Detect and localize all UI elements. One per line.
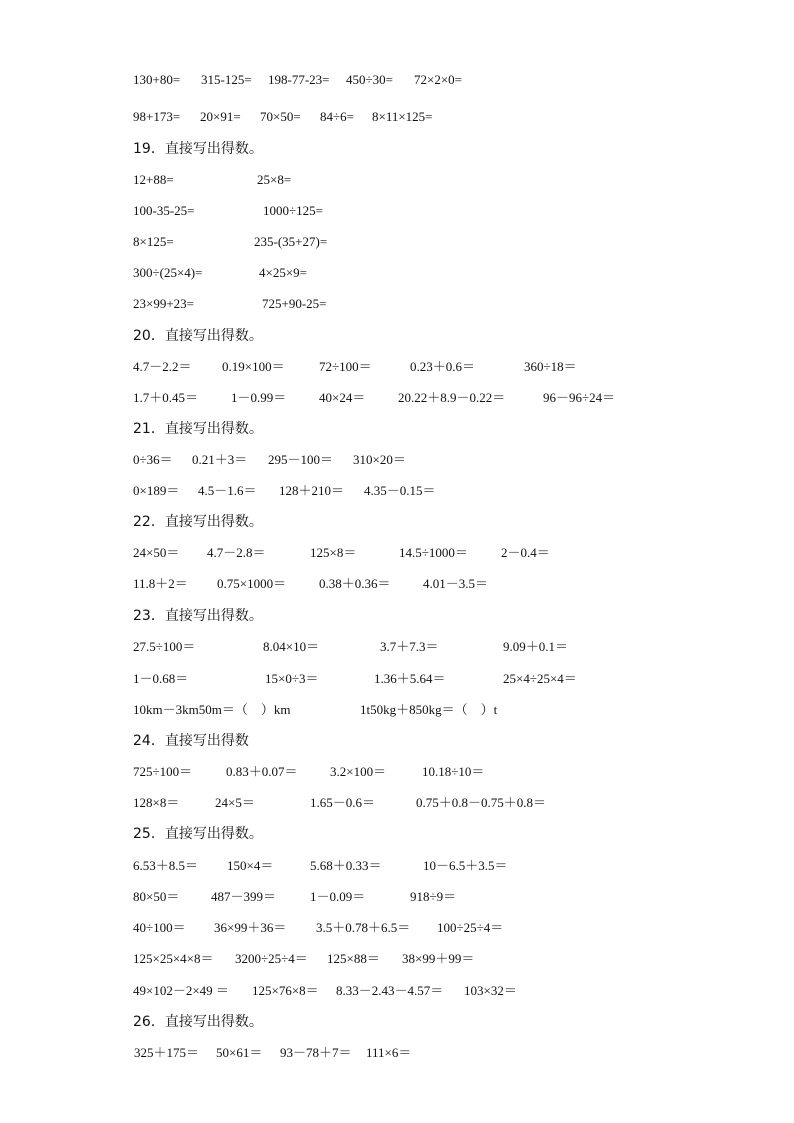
problem-row	[0, 917, 794, 939]
problem: 0.19×100＝	[222, 359, 285, 374]
problem: 0.75＋0.8－0.75＋0.8＝	[416, 795, 547, 810]
problem: 4.01－3.5＝	[423, 576, 489, 591]
problem: 1.7＋0.45＝	[133, 390, 199, 405]
problem-row	[0, 480, 794, 502]
problem: 23×99+23=	[133, 296, 194, 311]
problem-row	[0, 886, 794, 908]
problem: 2－0.4＝	[501, 545, 550, 560]
problem: 100-35-25=	[133, 203, 195, 218]
question-heading: 21．直接写出得数。	[133, 421, 263, 437]
problem: 487－399＝	[211, 889, 277, 904]
problem: 128＋210＝	[279, 483, 345, 498]
problem: 1－0.99＝	[231, 390, 287, 405]
problem-row	[0, 542, 794, 564]
problem: 3.5＋0.78＋6.5＝	[316, 920, 411, 935]
problem: 20.22＋8.9－0.22＝	[398, 390, 506, 405]
problem: 1.36＋5.64＝	[374, 671, 446, 686]
problem: 10－6.5＋3.5＝	[423, 858, 508, 873]
problem: 25×8=	[257, 172, 292, 187]
problem-row	[0, 855, 794, 877]
problem: 49×102－2×49 ＝	[133, 983, 229, 998]
question-heading: 20．直接写出得数。	[133, 328, 263, 344]
problem: 0.23＋0.6＝	[410, 359, 476, 374]
problem-row	[0, 231, 794, 253]
problem: 310×20＝	[353, 452, 406, 467]
problem: 1－0.68＝	[133, 671, 189, 686]
problem: 1000÷125=	[263, 203, 323, 218]
problem: 15×0÷3＝	[265, 671, 319, 686]
problem: 96－96÷24＝	[543, 390, 616, 405]
problem: 5.68＋0.33＝	[310, 858, 382, 873]
problem: 150×4＝	[227, 858, 274, 873]
problem-row	[0, 761, 794, 783]
problem-row	[0, 1042, 794, 1064]
problem-row	[0, 636, 794, 658]
question-heading: 19．直接写出得数。	[133, 141, 263, 157]
problem: 24×50＝	[133, 545, 180, 560]
problem: 8.04×10＝	[263, 639, 320, 654]
problem-row	[0, 699, 794, 721]
problem: 125×8＝	[310, 545, 357, 560]
problem-row	[0, 573, 794, 595]
problem: 9.09＋0.1＝	[503, 639, 569, 654]
problem: 50×61＝	[216, 1045, 263, 1060]
problem: 315-125=	[201, 72, 252, 87]
problem: 24×5＝	[215, 795, 255, 810]
problem: 84÷6=	[320, 109, 354, 124]
problem: 38×99＋99＝	[402, 951, 475, 966]
problem-row	[0, 293, 794, 315]
problem: 3.2×100＝	[330, 764, 387, 779]
problem: 0.38＋0.36＝	[319, 576, 391, 591]
problem: 40×24＝	[319, 390, 366, 405]
problem: 4.7－2.8＝	[207, 545, 266, 560]
problem: 1－0.09＝	[310, 889, 366, 904]
problem: 70×50=	[260, 109, 301, 124]
problem: 10km－3km50m＝（ ）km	[133, 702, 291, 717]
problem-row	[0, 262, 794, 284]
problem: 20×91=	[200, 109, 241, 124]
problem: 0.75×1000＝	[217, 576, 287, 591]
problem: 4.7－2.2＝	[133, 359, 192, 374]
problem: 725+90-25=	[262, 296, 327, 311]
problem: 8×11×125=	[372, 109, 433, 124]
problem: 125×88＝	[327, 951, 380, 966]
problem-row	[0, 948, 794, 970]
problem: 6.53＋8.5＝	[133, 858, 199, 873]
problem: 1t50kg＋850kg＝（ ）t	[360, 702, 498, 717]
problem-row	[0, 668, 794, 690]
problem: 100÷25÷4＝	[437, 920, 504, 935]
problem: 10.18÷10＝	[422, 764, 485, 779]
problem: 1.65－0.6＝	[310, 795, 376, 810]
problem-row	[0, 980, 794, 1002]
problem-row	[0, 449, 794, 471]
problem: 25×4÷25×4＝	[503, 671, 577, 686]
problem: 0×189＝	[133, 483, 180, 498]
problem: 4×25×9=	[259, 265, 307, 280]
problem: 918÷9＝	[410, 889, 457, 904]
problem: 325＋175＝	[134, 1045, 200, 1060]
problem: 8×125=	[133, 234, 174, 249]
problem: 4.35－0.15＝	[364, 483, 436, 498]
problem: 11.8＋2＝	[133, 576, 188, 591]
problem: 40÷100＝	[133, 920, 186, 935]
problem: 14.5÷1000＝	[399, 545, 468, 560]
problem: 125×25×4×8＝	[133, 951, 214, 966]
problem: 0.83＋0.07＝	[226, 764, 298, 779]
problem: 8.33－2.43－4.57＝	[336, 983, 444, 998]
problem: 198-77-23=	[268, 72, 330, 87]
problem: 93－78＋7＝	[280, 1045, 352, 1060]
problem-row	[0, 169, 794, 191]
question-heading: 25．直接写出得数。	[133, 826, 263, 842]
problem-row	[0, 106, 794, 128]
question-heading: 23．直接写出得数。	[133, 608, 263, 624]
problem-row	[0, 69, 794, 91]
problem: 111×6＝	[366, 1045, 412, 1060]
problem: 295－100＝	[268, 452, 334, 467]
problem: 12+88=	[133, 172, 174, 187]
problem: 72÷100＝	[319, 359, 372, 374]
problem: 450÷30=	[346, 72, 393, 87]
problem: 80×50＝	[133, 889, 180, 904]
problem-row	[0, 200, 794, 222]
problem: 3200÷25÷4＝	[235, 951, 308, 966]
problem: 98+173=	[133, 109, 181, 124]
problem: 360÷18＝	[524, 359, 577, 374]
problem: 3.7＋7.3＝	[380, 639, 439, 654]
problem: 72×2×0=	[414, 72, 462, 87]
problem: 36×99＋36＝	[214, 920, 287, 935]
problem: 235-(35+27)=	[254, 234, 328, 249]
question-heading: 22．直接写出得数。	[133, 514, 263, 530]
problem: 0.21＋3＝	[192, 452, 248, 467]
problem: 27.5÷100＝	[133, 639, 196, 654]
problem-row	[0, 792, 794, 814]
question-heading: 26．直接写出得数。	[133, 1014, 263, 1030]
question-heading: 24．直接写出得数	[133, 733, 249, 749]
problem: 130+80=	[133, 72, 181, 87]
problem: 4.5－1.6＝	[198, 483, 257, 498]
problem: 103×32＝	[464, 983, 517, 998]
problem-row	[0, 356, 794, 378]
problem: 125×76×8＝	[252, 983, 319, 998]
problem-row	[0, 387, 794, 409]
problem: 128×8＝	[133, 795, 180, 810]
problem: 0÷36＝	[133, 452, 173, 467]
problem: 725÷100＝	[133, 764, 193, 779]
problem: 300÷(25×4)=	[133, 265, 203, 280]
